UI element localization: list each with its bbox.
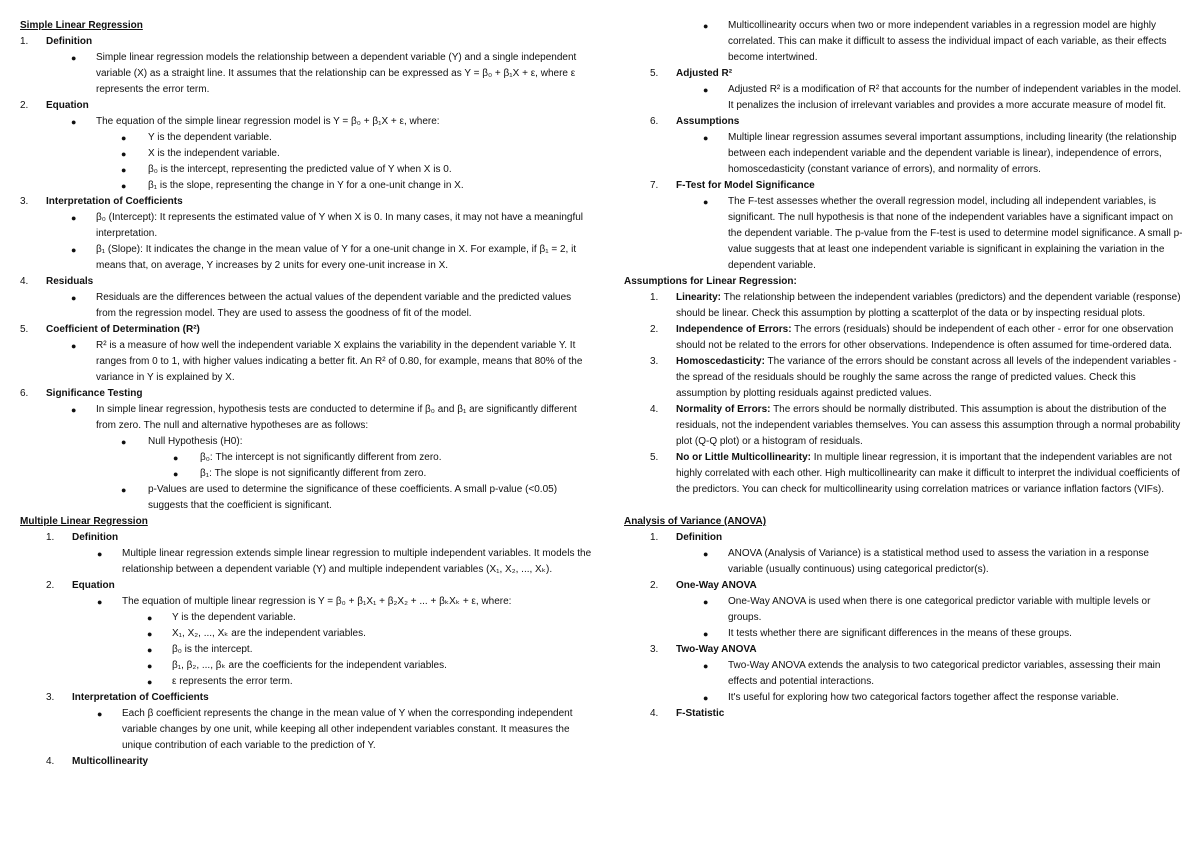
list-item <box>20 690 592 754</box>
bullet-item <box>676 130 1184 178</box>
bullet-icon: ● <box>97 549 103 559</box>
item-number: 3. <box>20 196 29 207</box>
bullet-icon: ● <box>121 133 127 143</box>
list-item <box>20 530 592 578</box>
bullet-icon: ● <box>71 213 77 223</box>
item-number: 1. <box>46 532 55 543</box>
bullet-icon: ● <box>147 661 153 671</box>
bullet-icon: ● <box>147 645 153 655</box>
item-number: 3. <box>650 644 659 655</box>
item-number: 2. <box>20 100 29 111</box>
sub-bullet-item <box>72 658 592 674</box>
bullet-icon: ● <box>703 133 709 143</box>
bullet-item <box>46 210 592 242</box>
bullet-icon: ● <box>71 245 77 255</box>
bullet-icon: ● <box>703 21 709 31</box>
item-title: Coefficient of Determination (R²) <box>46 324 200 335</box>
list-item <box>20 98 592 194</box>
bullet-text: Multicollinearity occurs when two or more independent variables in a regression model are highly correlated. This can make it difficult to assess the individual impact of each variable, as their effects become intertwined. <box>728 20 1167 63</box>
bullet-text: β₀ (Intercept): It represents the estimated value of Y when X is 0. In many cases, it may not have a meaningful interpretation. <box>96 212 584 239</box>
bullet-item <box>46 50 592 98</box>
bullet-item <box>676 546 1184 578</box>
bullet-icon: ● <box>71 117 77 127</box>
bullet-text: The F-test assesses whether the overall regression model, including all independent variables, is significant. The null hypothesis is that none of the independent variables have a significant impact on the dependent variable. The p-value from the F-test is used to determine model significance. A small p-value suggests that at least one independent variable is significant in explaining the variation in the dependent variable. <box>728 196 1183 271</box>
bullet-icon: ● <box>121 181 127 191</box>
section-heading-simple-linear-regression: Simple Linear Regression <box>20 20 143 31</box>
list-item <box>624 530 1184 578</box>
bullet-text: X is the independent variable. <box>148 148 280 159</box>
sub-bullet-item <box>46 162 592 178</box>
bullet-icon: ● <box>147 677 153 687</box>
bullet-text: β₀ is the intercept. <box>172 644 253 655</box>
bullet-text: β₁ (Slope): It indicates the change in the mean value of Y for a one-unit change in X. For example, if β₁ = 2, it means that, on average, Y increases by 2 units for every one-unit increase in X. <box>96 244 577 271</box>
bullet-item <box>46 338 592 386</box>
bullet-item <box>46 114 592 130</box>
bullet-icon: ● <box>703 661 709 671</box>
item-title: Multicollinearity <box>72 756 149 767</box>
item-title: Assumptions <box>676 116 740 127</box>
bullet-icon: ● <box>121 437 127 447</box>
bullet-icon: ● <box>121 485 127 495</box>
bullet-item <box>676 82 1184 114</box>
bullet-icon: ● <box>71 293 77 303</box>
sub-bullet-item <box>72 610 592 626</box>
item-number: 4. <box>650 708 659 719</box>
bullet-icon: ● <box>703 693 709 703</box>
assumption-label: Homoscedasticity: <box>676 356 765 367</box>
bullet-text: Y is the dependent variable. <box>148 132 272 143</box>
item-number: 4. <box>20 276 29 287</box>
item-number: 5. <box>650 452 659 463</box>
item-title: One-Way ANOVA <box>676 580 757 591</box>
item-number: 4. <box>46 756 55 767</box>
item-title: Definition <box>676 532 723 543</box>
item-title: Definition <box>72 532 119 543</box>
sub-bullet-item <box>72 626 592 642</box>
list-item <box>20 754 592 770</box>
bullet-icon: ● <box>71 405 77 415</box>
bullet-text: Multiple linear regression assumes several important assumptions, including linearity (the relationship between each independent variable and the dependent variable is linear), independence of errors, homoscedasticity (constant variance of errors), and normality of errors. <box>728 132 1177 175</box>
item-title: Residuals <box>46 276 94 287</box>
bullet-text: p-Values are used to determine the significance of these coefficients. A small p-value (<0.05) suggests that the coefficient is significant. <box>148 484 558 511</box>
item-title: Equation <box>46 100 89 111</box>
bullet-icon: ● <box>703 549 709 559</box>
assumption-item <box>624 354 1184 402</box>
item-number: 1. <box>650 532 659 543</box>
bullet-text: β₁ is the slope, representing the change in Y for a one-unit change in X. <box>148 180 464 191</box>
right-column <box>624 18 1184 722</box>
section-heading-multiple-linear-regression: Multiple Linear Regression <box>20 516 148 527</box>
bullet-icon: ● <box>121 149 127 159</box>
assumption-text: The relationship between the independent variables (predictors) and the dependent variable (response) should be linear. Check this assumption by plotting a scatterplot of the data or by inspecting residual plots. <box>676 292 1181 319</box>
bullet-text: R² is a measure of how well the independent variable X explains the variability in the dependent variable Y. It ranges from 0 to 1, with higher values indicating a better fit. An R² of 0.80, for example, means that 80% of the variance in Y is explained by X. <box>96 340 583 383</box>
assumption-label: No or Little Multicollinearity: <box>676 452 812 463</box>
bullet-text: β₁, β₂, ..., βₖ are the coefficients for the independent variables. <box>172 660 447 671</box>
bullet-item <box>46 242 592 274</box>
bullet-item <box>72 706 592 754</box>
list-item <box>624 706 1184 722</box>
bullet-item <box>676 594 1184 626</box>
bullet-item <box>72 546 592 578</box>
bullet-text: It tests whether there are significant differences in the means of these groups. <box>728 628 1072 639</box>
sub-bullet-item <box>72 642 592 658</box>
list-item <box>624 178 1184 274</box>
item-title: Definition <box>46 36 93 47</box>
bullet-icon: ● <box>97 597 103 607</box>
list-item <box>624 66 1184 114</box>
bullet-text: Multiple linear regression extends simple linear regression to multiple independent variables. It models the relationship between a dependent variable (Y) and multiple independent variables (X₁, X₂, ..., Xₖ). <box>122 548 592 575</box>
assumption-item <box>624 450 1184 498</box>
bullet-item <box>72 594 592 610</box>
item-number: 2. <box>650 580 659 591</box>
bullet-text: β₁: The slope is not significantly different from zero. <box>200 468 427 479</box>
bullet-text: Two-Way ANOVA extends the analysis to two categorical predictor variables, assessing their main effects and potential interactions. <box>728 660 1161 687</box>
bullet-icon: ● <box>121 165 127 175</box>
bullet-text: β₀: The intercept is not significantly different from zero. <box>200 452 442 463</box>
assumption-text: The variance of the errors should be constant across all levels of the independent variables - the spread of the residuals should be roughly the same across the range of predicted values. Check this assumption by plotting residuals against predicted values. <box>676 356 1177 399</box>
bullet-item <box>676 690 1184 706</box>
item-title: Interpretation of Coefficients <box>72 692 209 703</box>
list-item <box>20 194 592 274</box>
item-title: Two-Way ANOVA <box>676 644 757 655</box>
bullet-item <box>676 626 1184 642</box>
bullet-icon: ● <box>173 469 179 479</box>
list-item <box>624 578 1184 642</box>
bullet-text: Y is the dependent variable. <box>172 612 296 623</box>
bullet-text: Each β coefficient represents the change in the mean value of Y when the corresponding independent variable changes by one unit, while keeping all other independent variables constant. It measures the unique contribution of each variable to the prediction of Y. <box>122 708 573 751</box>
bullet-text: Adjusted R² is a modification of R² that accounts for the number of independent variables in the model. It penalizes the inclusion of irrelevant variables and provides a more accurate measure of model fit. <box>728 84 1182 111</box>
bullet-icon: ● <box>97 709 103 719</box>
bullet-text: β₀ is the intercept, representing the predicted value of Y when X is 0. <box>148 164 452 175</box>
item-title: F-Statistic <box>676 708 725 719</box>
sub-bullet-item <box>46 130 592 146</box>
sub-sub-bullet-item <box>46 450 592 466</box>
bullet-item <box>676 194 1184 274</box>
bullet-text: ε represents the error term. <box>172 676 293 687</box>
list-item <box>624 114 1184 178</box>
list-item <box>20 578 592 690</box>
item-number: 5. <box>20 324 29 335</box>
bullet-item <box>676 658 1184 690</box>
assumption-text: In multiple linear regression, it is important that the independent variables are not highly correlated with each other. High multicollinearity can make it difficult to interpret the individual coefficients of the predictors. You can check for multicollinearity using correlation matrices or variance inflation factors (VIFs). <box>676 452 1180 495</box>
bullet-text: One-Way ANOVA is used when there is one categorical predictor variable with multiple levels or groups. <box>728 596 1151 623</box>
bullet-text: It's useful for exploring how two categorical factors together affect the response variable. <box>728 692 1119 703</box>
bullet-text: Null Hypothesis (H0): <box>148 436 243 447</box>
item-title: F-Test for Model Significance <box>676 180 815 191</box>
item-number: 3. <box>46 692 55 703</box>
bullet-icon: ● <box>173 453 179 463</box>
item-number: 6. <box>20 388 29 399</box>
item-title: Interpretation of Coefficients <box>46 196 183 207</box>
list-item <box>20 274 592 322</box>
bullet-text: The equation of the simple linear regression model is Y = β₀ + β₁X + ε, where: <box>96 116 440 127</box>
bullet-item <box>624 18 1184 66</box>
item-number: 2. <box>650 324 659 335</box>
assumption-item <box>624 402 1184 450</box>
item-number: 6. <box>650 116 659 127</box>
list-item <box>20 386 592 514</box>
sub-bullet-item <box>46 146 592 162</box>
item-number: 4. <box>650 404 659 415</box>
bullet-text: X₁, X₂, ..., Xₖ are the independent variables. <box>172 628 366 639</box>
assumption-item <box>624 290 1184 322</box>
bullet-icon: ● <box>703 85 709 95</box>
bullet-text: In simple linear regression, hypothesis tests are conducted to determine if β₀ and β₁ are significantly different from zero. The null and alternative hypotheses are as follows: <box>96 404 577 431</box>
item-title: Significance Testing <box>46 388 143 399</box>
bullet-text: Residuals are the differences between the actual values of the dependent variable and the predicted values from the regression model. They are used to assess the goodness of fit of the model. <box>96 292 572 319</box>
bullet-icon: ● <box>147 629 153 639</box>
bullet-text: ANOVA (Analysis of Variance) is a statistical method used to assess the variation in a response variable (usually continuous) using categorical predictor(s). <box>728 548 1149 575</box>
section-heading-assumptions: Assumptions for Linear Regression: <box>624 276 797 287</box>
left-column <box>20 18 592 770</box>
bullet-icon: ● <box>71 341 77 351</box>
assumption-label: Independence of Errors: <box>676 324 792 335</box>
item-number: 3. <box>650 356 659 367</box>
item-title: Adjusted R² <box>676 68 733 79</box>
assumption-label: Normality of Errors: <box>676 404 771 415</box>
bullet-icon: ● <box>703 197 709 207</box>
item-number: 1. <box>20 36 29 47</box>
assumption-text: The errors should be normally distributed. This assumption is about the distribution of the residuals, not the independent variables themselves. You can assess this assumption through a normal probability plot (Q-Q plot) or a histogram of residuals. <box>676 404 1181 447</box>
sub-bullet-item <box>72 674 592 690</box>
sub-sub-bullet-item <box>46 466 592 482</box>
bullet-item <box>46 402 592 434</box>
assumption-text: The errors (residuals) should be independent of each other - error for one observation should not be related to the errors for other observations. Independence is often assumed for time-ordered data. <box>676 324 1174 351</box>
bullet-item <box>46 290 592 322</box>
item-number: 5. <box>650 68 659 79</box>
list-item <box>20 322 592 386</box>
sub-bullet-item <box>46 178 592 194</box>
bullet-icon: ● <box>703 629 709 639</box>
item-number: 1. <box>650 292 659 303</box>
sub-bullet-item <box>46 434 592 450</box>
sub-bullet-item <box>46 482 592 514</box>
assumption-item <box>624 322 1184 354</box>
item-number: 7. <box>650 180 659 191</box>
section-heading-anova: Analysis of Variance (ANOVA) <box>624 516 767 527</box>
bullet-icon: ● <box>703 597 709 607</box>
bullet-icon: ● <box>71 53 77 63</box>
bullet-text: The equation of multiple linear regression is Y = β₀ + β₁X₁ + β₂X₂ + ... + βₖXₖ + ε, where: <box>122 596 512 607</box>
item-number: 2. <box>46 580 55 591</box>
bullet-icon: ● <box>147 613 153 623</box>
bullet-text: Simple linear regression models the relationship between a dependent variable (Y) and a single independent variable (X) as a straight line. It assumes that the relationship can be expressed as Y = β₀ + β₁X + ε, where ε represents the error term. <box>96 52 577 95</box>
item-title: Equation <box>72 580 115 591</box>
list-item <box>20 34 592 98</box>
list-item <box>624 642 1184 706</box>
spacer <box>624 498 1184 514</box>
assumption-label: Linearity: <box>676 292 722 303</box>
